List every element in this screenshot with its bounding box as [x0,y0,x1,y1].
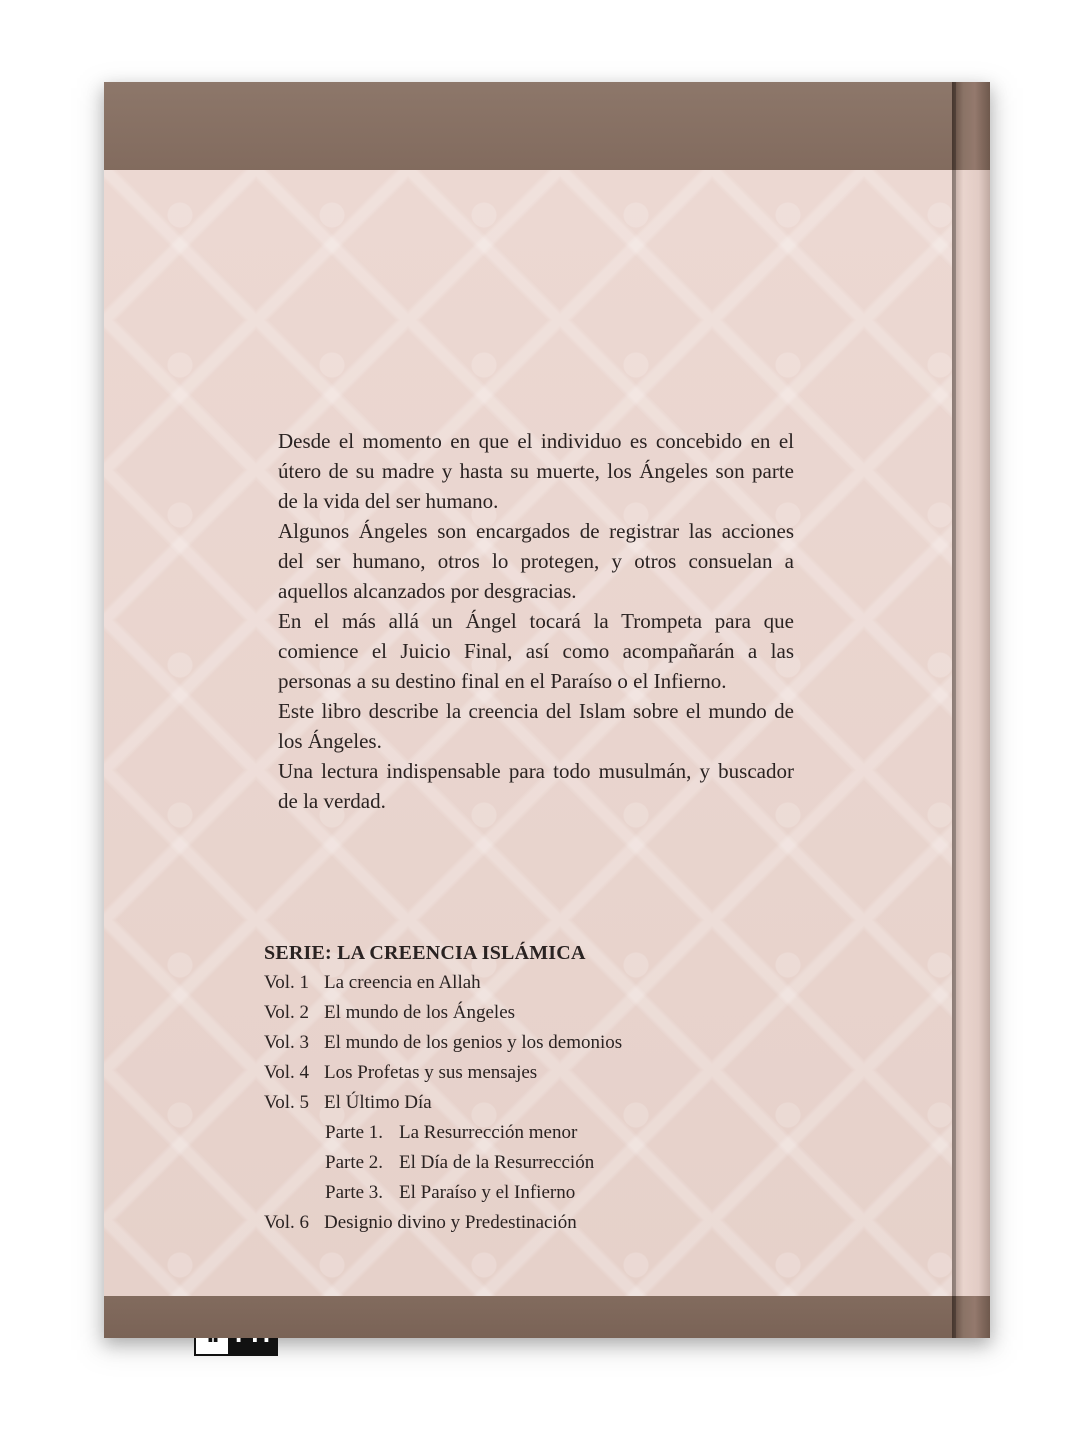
part-number: Parte 2. [325,1152,384,1173]
description-paragraph: Este libro describe la creencia del Islam sobre el mundo de los Ángeles. [278,699,794,753]
description-paragraph: Desde el momento en que el individuo es concebido en el útero de su madre y hasta su muerte, los Ángeles son parte de la vida del ser humano. [278,429,794,513]
part-number: Parte 1. [325,1122,384,1143]
book-description [278,426,794,816]
bottom-cloth-band [104,1296,952,1338]
volume-number: Vol. 3 [264,1032,310,1053]
volume-item [264,1058,824,1088]
part-item [264,1178,824,1208]
part-number: Parte 3. [325,1182,384,1203]
volume-title: El Último Día [324,1092,432,1113]
volume-item [264,1088,824,1118]
description-paragraph: En el más allá un Ángel tocará la Trompeta para que comience el Juicio Final, así como acompañarán a las personas a su destino final en el Paraíso o el Infierno. [278,609,794,693]
volume-title: Los Profetas y sus mensajes [324,1062,538,1083]
part-item [264,1148,824,1178]
volume-item [264,1028,824,1058]
volume-item [264,968,824,998]
description-paragraph: Una lectura indispensable para todo musulmán, y buscador de la verdad. [278,759,794,813]
volume-title: La creencia en Allah [324,972,481,993]
volume-title: El mundo de los Ángeles [324,1002,516,1023]
volume-title: El mundo de los genios y los demonios [324,1032,623,1053]
volume-number: Vol. 5 [264,1092,310,1113]
description-paragraph: Algunos Ángeles son encargados de registrar las acciones del ser humano, otros lo protegen, y otros consuelan a aquellos alcanzados por desgracias. [278,519,794,603]
volume-number: Vol. 2 [264,1002,310,1023]
part-title: La Resurrección menor [399,1122,578,1143]
volume-number: Vol. 4 [264,1062,310,1083]
spine-panel [952,170,990,1296]
volume-item [264,998,824,1028]
volume-item [264,1208,824,1238]
ornamental-panel [104,170,952,1296]
part-title: El Paraíso y el Infierno [399,1182,576,1203]
part-title: El Día de la Resurrección [399,1152,595,1173]
volume-number: Vol. 6 [264,1212,310,1233]
series-list [264,938,824,1238]
volume-number: Vol. 1 [264,972,310,993]
book-back-cover [104,82,990,1338]
series-title: SERIE: LA CREENCIA ISLÁMICA [264,942,586,964]
part-item [264,1118,824,1148]
volume-title: Designio divino y Predestinación [324,1212,577,1233]
spine-ridge [952,82,956,1338]
top-cloth-band [104,82,952,170]
